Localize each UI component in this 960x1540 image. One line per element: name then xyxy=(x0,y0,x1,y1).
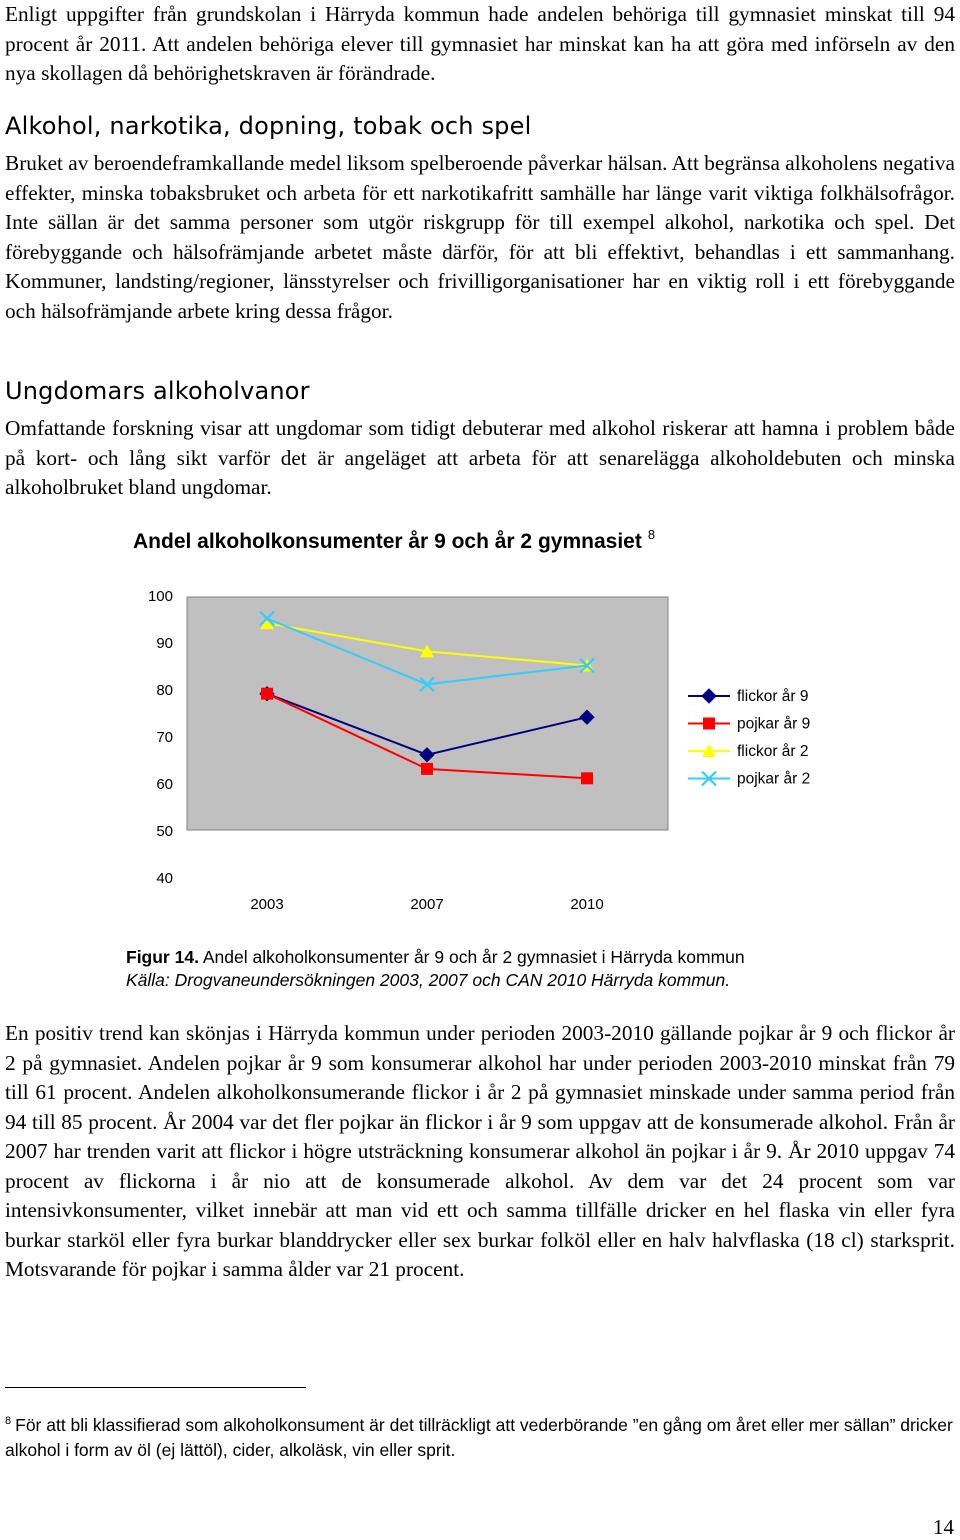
page-number: 14 xyxy=(933,1515,954,1539)
footnote-separator xyxy=(5,1387,306,1388)
y-tick-label-50: 50 xyxy=(156,823,173,840)
data-point-pojkar-ar-9-2003 xyxy=(261,688,273,700)
footnote-mark: 8 xyxy=(5,1415,12,1427)
line-chart xyxy=(0,560,960,930)
figure-caption-label: Figur 14. xyxy=(126,947,199,967)
x-tick-label-2007: 2007 xyxy=(410,896,444,913)
section-youth-paragraph: Omfattande forskning visar att ungdomar som tidigt debuterar med alkohol riskerar att hamna i problem både på kort- och lång sikt varför det är angeläget att arbeta för att senarelägga alkoholdebuten och minska alkoholbruket bland ungdomar. xyxy=(5,416,955,499)
figure-caption-source: Källa: Drogvaneundersökningen 2003, 2007 och CAN 2010 Härryda kommun. xyxy=(126,970,731,990)
plot-area xyxy=(187,597,668,830)
legend-marker-flickor-ar-9 xyxy=(702,689,716,703)
section-heading-youth: Ungdomars alkoholvanor xyxy=(5,377,310,405)
x-tick-label-2003: 2003 xyxy=(250,896,284,913)
x-tick-label-2010: 2010 xyxy=(570,896,604,913)
legend-marker-pojkar-ar-9 xyxy=(703,718,715,730)
y-tick-label-60: 60 xyxy=(156,776,173,793)
figure-caption-text: Andel alkoholkonsumenter år 9 och år 2 gymnasiet i Härryda kommun xyxy=(202,947,745,967)
footnote-text: För att bli klassifierad som alkoholkonsument är det tillräckligt att vederbörande ”en gång om året eller mer sällan” dricker alkohol i form av öl (ej lättöl), cider, alkoläsk, vin eller sprit. xyxy=(5,1415,953,1460)
section-alcohol-paragraph: Bruket av beroendeframkallande medel liksom spelberoende påverkar hälsan. Att begränsa alkoholens negativa effekter, minska tobaksbruket och arbeta för ett narkotikafritt samhälle har länge varit viktiga folkhälsofrågor. Inte sällan är det samma personer som utgör riskgrupp för till exempel alkohol, narkotika och spel. Det förebyggande och hälsofrämjande arbetet måste därför, för att bli effektivt, behandlas i ett sammanhang. Kommuner, landsting/regioner, länsstyrelser och frivilligorganisationer har en viktig roll i ett förebyggande och hälsofrämjande arbete kring dessa frågor. xyxy=(5,151,955,323)
y-tick-label-100: 100 xyxy=(147,588,173,605)
data-point-pojkar-ar-9-2007 xyxy=(421,763,433,775)
y-tick-label-40: 40 xyxy=(156,870,173,887)
legend-label-flickor-ar-9: flickor år 9 xyxy=(737,688,809,705)
analysis-paragraph: En positiv trend kan skönjas i Härryda kommun under perioden 2003-2010 gällande pojkar år 9 och flickor år 2 på gymnasiet. Andelen pojkar år 9 som konsumerar alkohol har under perioden 2003-2010 minskat från 79 till 61 procent. Andelen alkoholkonsumerande flickor i år 2 på gymnasiet minskade under samma period från 94 till 85 procent. År 2004 var det fler pojkar än flickor i år 9 som uppgav att de konsumerade alkohol. Från år 2007 har trenden varit att flickor i högre utsträckning konsumerar alkohol än pojkar i år 9. År 2010 uppgav 74 procent av flickorna i år nio att de konsumerade alkohol. Av dem var det 24 procent som var intensivkonsumenter, vilket innebär att man vid ett och samma tillfälle dricker en hel flaska vin eller fyra burkar starköl eller fyra burkar blanddrycker eller sex burkar folköl eller en halv halvflaska (18 cl) starksprit. Motsvarande för pojkar i samma ålder var 21 procent. xyxy=(5,1021,955,1281)
figure-caption xyxy=(126,946,745,992)
footnote xyxy=(5,1409,955,1463)
y-tick-label-80: 80 xyxy=(156,682,173,699)
legend-label-pojkar-ar-2: pojkar år 2 xyxy=(737,770,811,788)
legend-item-pojkar-ar-9 xyxy=(688,716,810,733)
chart-title xyxy=(133,527,655,554)
data-point-pojkar-ar-9-2010 xyxy=(581,772,593,784)
y-tick-label-70: 70 xyxy=(156,729,173,746)
legend-label-flickor-ar-2: flickor år 2 xyxy=(737,743,809,760)
legend-item-flickor-ar-9 xyxy=(688,688,809,705)
legend-label-pojkar-ar-9: pojkar år 9 xyxy=(737,715,811,733)
chart-title-footnote-mark: 8 xyxy=(647,527,656,542)
chart-title-text: Andel alkoholkonsumenter år 9 och år 2 gymnasiet xyxy=(133,530,642,553)
intro-paragraph: Enligt uppgifter från grundskolan i Härryda kommun hade andelen behöriga till gymnasiet minskat till 94 procent år 2011. Att andelen behöriga elever till gymnasiet har minskat kan ha att göra med införseln av den nya skollagen då behörighetskraven är förändrade. xyxy=(5,2,955,85)
y-tick-label-90: 90 xyxy=(156,635,173,652)
section-heading-alcohol: Alkohol, narkotika, dopning, tobak och spel xyxy=(5,112,532,140)
legend-item-pojkar-ar-2 xyxy=(688,771,810,788)
legend-item-flickor-ar-2 xyxy=(688,743,809,760)
